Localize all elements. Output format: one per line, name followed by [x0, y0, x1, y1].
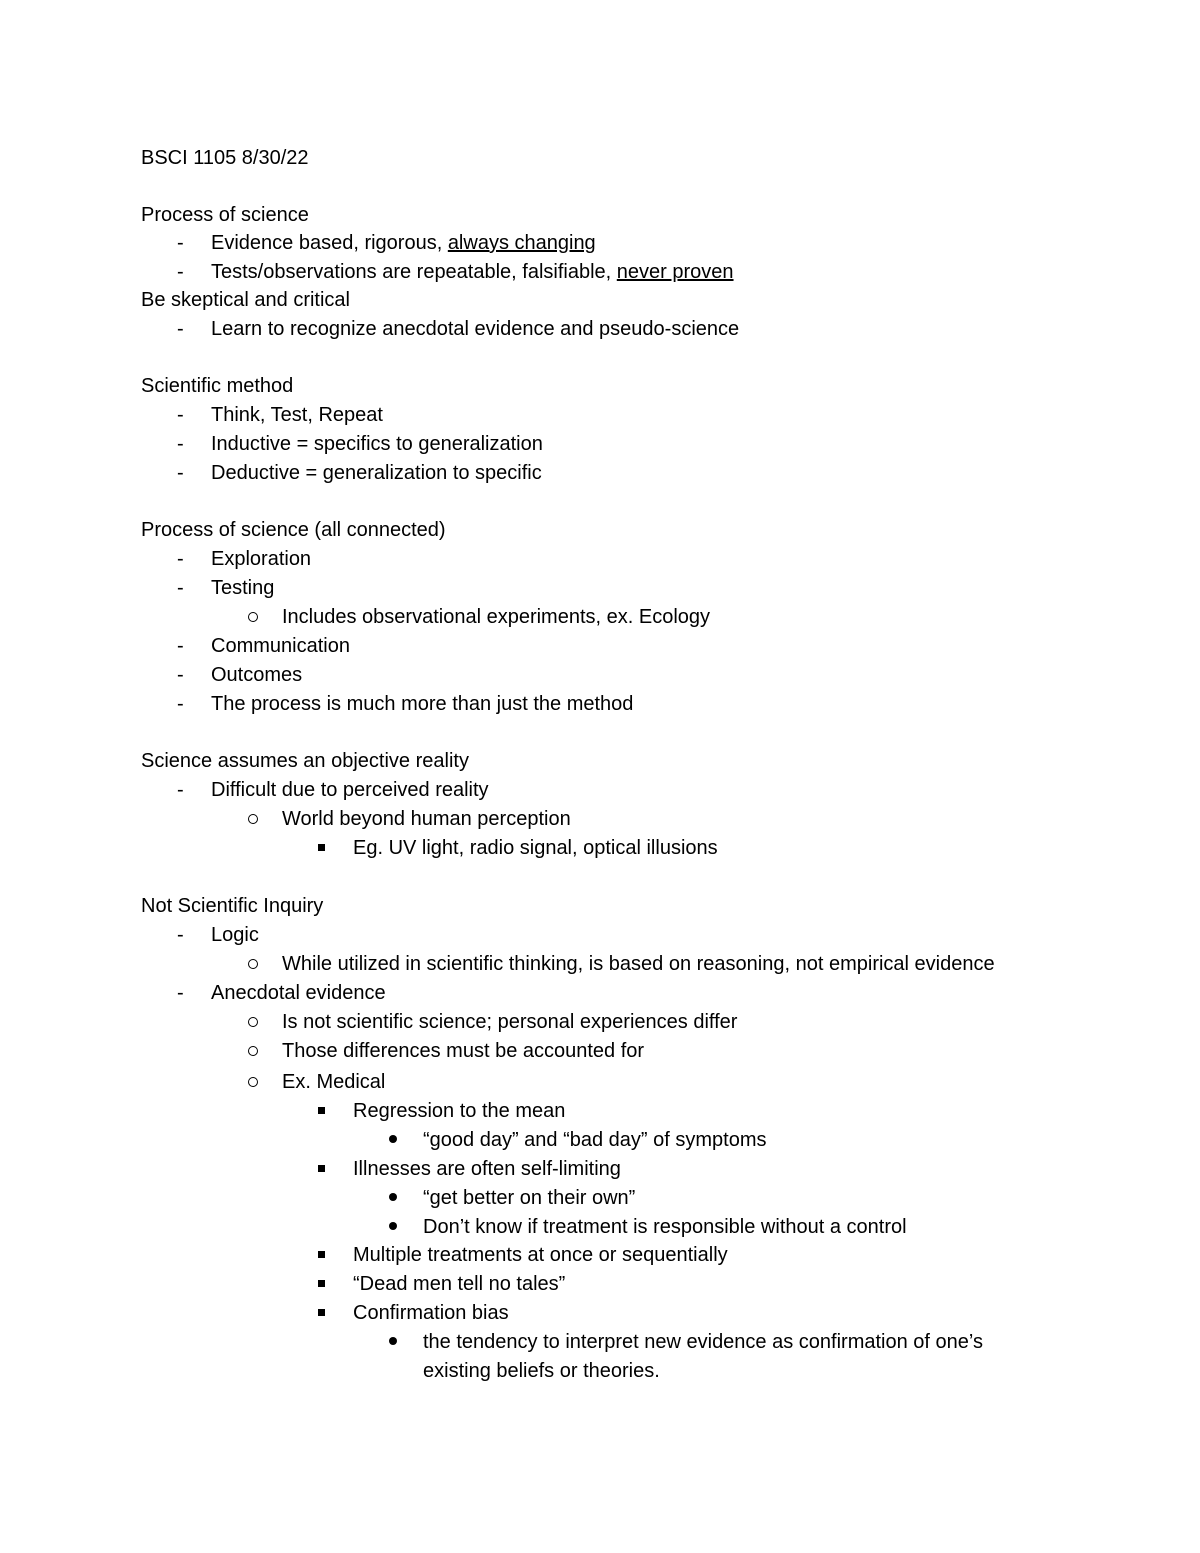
circle-bullet-icon	[248, 1039, 258, 1063]
list-item: Outcomes	[211, 664, 303, 686]
list-item-text: Tests/observations are repeatable, falsifiable,	[211, 261, 617, 283]
list-item: Inductive = specifics to generalization	[211, 433, 543, 455]
dash-bullet: -	[177, 635, 184, 657]
round-bullet-icon	[389, 1128, 397, 1152]
dash-bullet: -	[177, 693, 184, 715]
square-bullet-icon	[318, 1099, 325, 1123]
section-heading: Process of science (all connected)	[141, 519, 446, 541]
list-item: Exploration	[211, 548, 312, 570]
square-bullet-icon	[318, 1157, 325, 1181]
section-heading: Scientific method	[141, 375, 294, 397]
dash-bullet: -	[177, 261, 184, 283]
list-item: Testing	[211, 577, 275, 599]
sub-list-item: World beyond human perception	[282, 808, 571, 830]
dash-bullet: -	[177, 664, 184, 686]
underlined-text: always changing	[447, 232, 596, 254]
list-item: Learn to recognize anecdotal evidence and pseudo-science	[211, 318, 740, 340]
section-heading: Science assumes an objective reality	[141, 750, 469, 772]
level4-list-item: “get better on their own”	[423, 1187, 636, 1209]
sub-sub-list-item: Illnesses are often self-limiting	[353, 1158, 621, 1180]
sub-list-item: Includes observational experiments, ex. Ecology	[282, 606, 711, 628]
circle-bullet-icon	[248, 605, 258, 629]
sub-list-item: Those differences must be accounted for	[282, 1040, 645, 1062]
sub-sub-list-item: Eg. UV light, radio signal, optical illusions	[353, 837, 718, 859]
square-bullet-icon	[318, 836, 325, 860]
square-bullet-icon	[318, 1243, 325, 1267]
sub-sub-list-item: Regression to the mean	[353, 1100, 566, 1122]
underlined-text: never proven	[616, 261, 734, 283]
dash-bullet: -	[177, 232, 184, 254]
list-item: Deductive = generalization to specific	[211, 462, 542, 484]
dash-bullet: -	[177, 404, 184, 426]
dash-bullet: -	[177, 982, 184, 1004]
round-bullet-icon	[389, 1186, 397, 1210]
sub-list-item: Is not scientific science; personal experiences differ	[282, 1011, 738, 1033]
round-bullet-icon	[389, 1215, 397, 1239]
dash-bullet: -	[177, 318, 184, 340]
dash-bullet: -	[177, 577, 184, 599]
list-item: Think, Test, Repeat	[211, 404, 383, 426]
dash-bullet: -	[177, 924, 184, 946]
list-item	[211, 260, 734, 284]
dash-bullet: -	[177, 548, 184, 570]
section-heading: Process of science	[141, 204, 309, 226]
round-bullet-icon	[389, 1330, 397, 1354]
list-item: Anecdotal evidence	[211, 982, 386, 1004]
circle-bullet-icon	[248, 807, 258, 831]
level4-list-item-continuation: existing beliefs or theories.	[423, 1360, 660, 1382]
level4-list-item: “good day” and “bad day” of symptoms	[423, 1129, 767, 1151]
sub-sub-list-item: Multiple treatments at once or sequentially	[353, 1244, 728, 1266]
circle-bullet-icon	[248, 952, 258, 976]
list-item-text: Evidence based, rigorous,	[211, 232, 448, 254]
dash-bullet: -	[177, 462, 184, 484]
list-item: The process is much more than just the method	[211, 693, 634, 715]
dash-bullet: -	[177, 779, 184, 801]
list-item: Logic	[211, 924, 259, 946]
document-title: BSCI 1105 8/30/22	[141, 147, 309, 169]
level4-list-item: the tendency to interpret new evidence as confirmation of one’s	[423, 1331, 983, 1353]
square-bullet-icon	[318, 1301, 325, 1325]
sub-list-item: Ex. Medical	[282, 1071, 386, 1093]
sub-list-item: While utilized in scientific thinking, is based on reasoning, not empirical evidence	[282, 953, 995, 975]
sub-sub-list-item: “Dead men tell no tales”	[353, 1273, 566, 1295]
square-bullet-icon	[318, 1272, 325, 1296]
circle-bullet-icon	[248, 1070, 258, 1094]
circle-bullet-icon	[248, 1010, 258, 1034]
list-item: Communication	[211, 635, 350, 657]
dash-bullet: -	[177, 433, 184, 455]
list-item: Difficult due to perceived reality	[211, 779, 489, 801]
section-heading: Be skeptical and critical	[141, 289, 350, 311]
level4-list-item: Don’t know if treatment is responsible without a control	[423, 1216, 907, 1238]
list-item	[211, 231, 596, 255]
section-heading: Not Scientific Inquiry	[141, 895, 324, 917]
sub-sub-list-item: Confirmation bias	[353, 1302, 509, 1324]
